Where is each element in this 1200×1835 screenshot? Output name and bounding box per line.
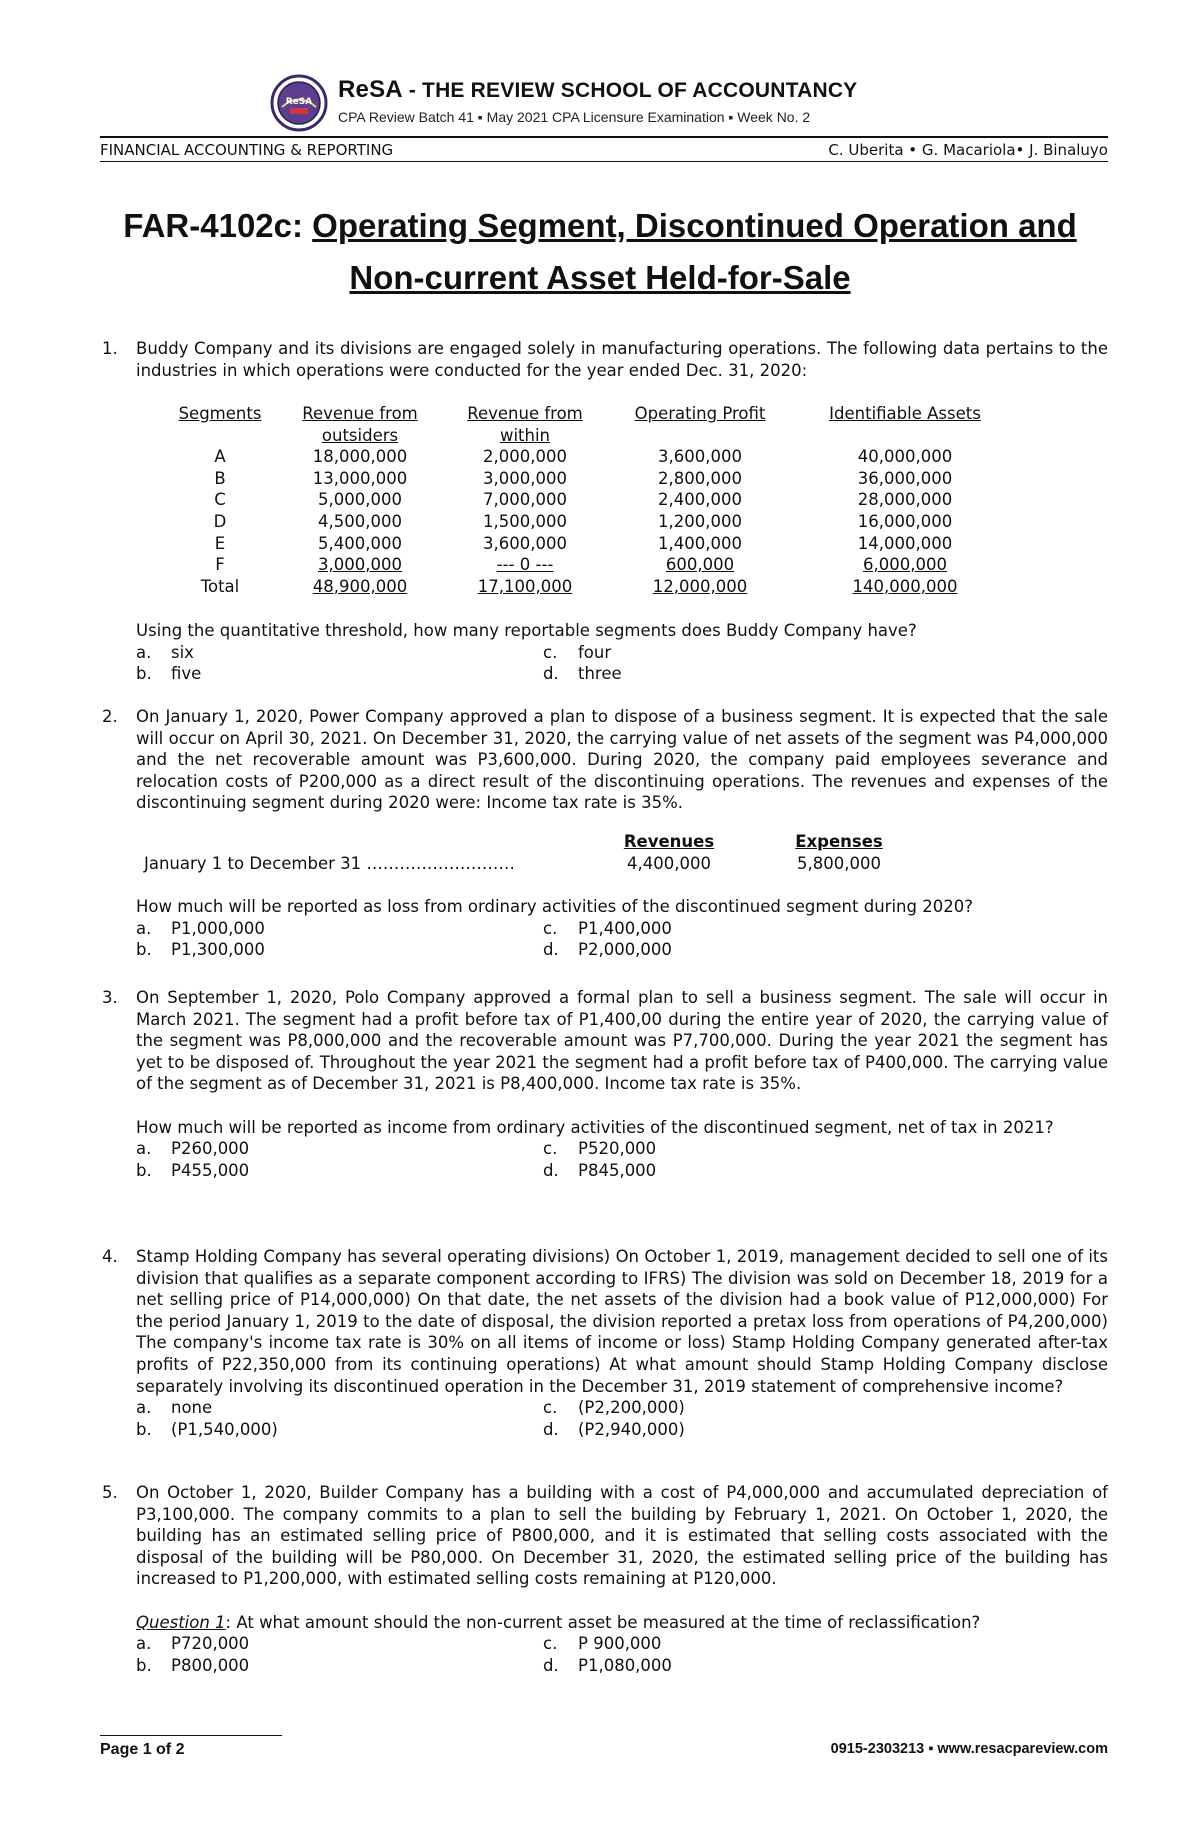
choice-letter: b. xyxy=(136,664,152,684)
table-row xyxy=(160,554,1020,576)
column-header: Revenue from xyxy=(302,404,418,423)
choice-letter: a. xyxy=(136,1398,152,1418)
choice-text: P1,000,000 xyxy=(171,918,265,938)
table-row xyxy=(144,853,944,875)
column-header: Segments xyxy=(178,404,262,423)
row-label: January 1 to December 31 ……………………… xyxy=(144,853,515,873)
answer-choices xyxy=(136,1397,1108,1440)
table-cell: 40,000,000 xyxy=(857,447,953,467)
choice-text: P 900,000 xyxy=(578,1634,662,1654)
question-number: 1. xyxy=(102,339,118,358)
question-text: On September 1, 2020, Polo Company approved a formal plan to sell a business segment. The sale will occur in March 2021. The segment had a profit before tax of P1,400,00 during the entire year of 2020, the carrying value of the segment was P8,000,000 and the recoverable amount was P7,700,000. During the year 2021 the segment has yet to be disposed of. Throughout the year 2021 the segment had a profit before tax of P400,000. The carrying value of the segment as of December 31, 2021 is P8,400,000. Income tax rate is 35%. xyxy=(136,988,1108,1094)
choice-text: P1,300,000 xyxy=(171,940,265,960)
table-row xyxy=(160,533,1020,555)
question-1 xyxy=(102,338,1108,381)
table-cell: 6,000,000 xyxy=(863,555,947,575)
table-cell: 7,000,000 xyxy=(483,490,567,510)
choice-text: P1,080,000 xyxy=(578,1655,672,1675)
table-header-row xyxy=(144,831,944,853)
title-code: FAR-4102c: xyxy=(123,207,303,244)
column-header: Revenue from xyxy=(467,404,583,423)
footer-rule xyxy=(100,1735,282,1736)
table-cell: 140,000,000 xyxy=(852,576,958,596)
table-cell: F xyxy=(215,555,225,575)
choice-letter: d. xyxy=(543,664,559,684)
choice-text: none xyxy=(171,1398,213,1418)
choice-letter: c. xyxy=(543,918,558,938)
table-cell: 4,400,000 xyxy=(627,853,711,873)
header-rule-top xyxy=(100,136,1108,138)
column-header: outsiders xyxy=(321,425,399,445)
title-line-2: Non-current Asset Held-for-Sale xyxy=(349,259,851,296)
question-text: Buddy Company and its divisions are engaged solely in manufacturing operations. The following data pertains to the industries in which operations were conducted for the year ended Dec. 31, 2020: xyxy=(136,339,1108,380)
answer-choices xyxy=(136,1633,1108,1676)
table-cell: 1,200,000 xyxy=(658,511,742,531)
choice-text: three xyxy=(578,664,622,684)
question-number: 4. xyxy=(102,1247,118,1266)
question-number: 5. xyxy=(102,1483,118,1502)
question-prompt: Using the quantitative threshold, how many reportable segments does Buddy Company have? xyxy=(136,621,917,640)
question-text: On October 1, 2020, Builder Company has a building with a cost of P4,000,000 and accumulated depreciation of P3,100,000. The company commits to a plan to sell the building by February 1, 2021. On October 1, 2020, the building has an estimated selling price of P800,000, and it is estimated that selling costs associated with the disposal of the building will be P80,000. On December 31, 2020, the estimated selling price of the building has increased to P1,200,000, with estimated selling costs remaining at P120,000. xyxy=(136,1483,1108,1589)
choice-letter: b. xyxy=(136,1160,152,1180)
table-cell: 5,400,000 xyxy=(318,533,402,553)
table-cell: 3,000,000 xyxy=(318,555,402,575)
column-header: Expenses xyxy=(795,832,883,851)
choice-text: (P2,200,000) xyxy=(578,1398,685,1418)
author-names: C. Uberita • G. Macariola• J. Binaluyo xyxy=(828,141,1108,159)
choice-letter: a. xyxy=(136,642,152,662)
title-line-1: Operating Segment, Discontinued Operation and xyxy=(312,207,1077,244)
choice-text: P845,000 xyxy=(578,1160,657,1180)
question-2-prompt xyxy=(102,896,1108,961)
answer-choices xyxy=(136,1138,1108,1181)
table-header-row xyxy=(160,425,1020,447)
choice-letter: b. xyxy=(136,940,152,960)
table-cell: 4,500,000 xyxy=(318,511,402,531)
question-3 xyxy=(102,987,1108,1181)
table-cell: 2,800,000 xyxy=(658,468,742,488)
sub-question-label: Question 1 xyxy=(136,1612,226,1632)
question-number: 3. xyxy=(102,988,118,1007)
question-number: 2. xyxy=(102,707,118,726)
brand-main: ReSA xyxy=(338,76,402,103)
choice-letter: d. xyxy=(543,1419,559,1439)
school-logo xyxy=(270,74,328,132)
table-cell: 12,000,000 xyxy=(652,576,748,596)
table-cell: 2,400,000 xyxy=(658,490,742,510)
choice-letter: d. xyxy=(543,1655,559,1675)
segment-table xyxy=(160,403,1020,597)
choice-letter: b. xyxy=(136,1419,152,1439)
choice-text: P800,000 xyxy=(171,1655,250,1675)
choice-text: four xyxy=(578,642,612,662)
column-header: Revenues xyxy=(623,832,715,851)
question-prompt: How much will be reported as loss from ordinary activities of the discontinued segment during 2020? xyxy=(136,897,973,916)
subject-name: FINANCIAL ACCOUNTING & REPORTING xyxy=(100,141,394,159)
table-cell: 48,900,000 xyxy=(312,576,408,596)
choice-letter: c. xyxy=(543,642,558,662)
sub-question-text: : At what amount should the non-current asset be measured at the time of reclassification? xyxy=(225,1612,981,1632)
table-cell: 18,000,000 xyxy=(312,447,408,467)
choice-text: P2,000,000 xyxy=(578,940,672,960)
table-cell: 2,000,000 xyxy=(483,447,567,467)
table-cell: 16,000,000 xyxy=(857,511,953,531)
table-cell: Total xyxy=(200,576,240,596)
table-cell: 5,000,000 xyxy=(318,490,402,510)
question-2 xyxy=(102,706,1108,814)
review-tagline: CPA Review Batch 41 ▪ May 2021 CPA Licensure Examination ▪ Week No. 2 xyxy=(338,109,811,125)
answer-choices xyxy=(136,918,1108,961)
table-cell: --- 0 --- xyxy=(496,555,554,575)
page-number: Page 1 of 2 xyxy=(100,1741,185,1758)
choice-text: P455,000 xyxy=(171,1160,250,1180)
answer-choices xyxy=(136,642,1108,685)
table-cell: 36,000,000 xyxy=(857,468,953,488)
table-cell: 17,100,000 xyxy=(477,576,573,596)
choice-text: P1,400,000 xyxy=(578,918,672,938)
choice-letter: c. xyxy=(543,1634,558,1654)
table-row xyxy=(160,511,1020,533)
choice-letter: a. xyxy=(136,918,152,938)
header-rule-bottom xyxy=(100,161,1108,162)
table-cell: D xyxy=(213,511,227,531)
revenue-expense-table xyxy=(144,831,944,874)
choice-letter: d. xyxy=(543,1160,559,1180)
choice-letter: b. xyxy=(136,1655,152,1675)
table-cell: 1,400,000 xyxy=(658,533,742,553)
school-name xyxy=(338,76,857,104)
table-cell: 3,600,000 xyxy=(658,447,742,467)
table-cell: 28,000,000 xyxy=(857,490,953,510)
choice-letter: d. xyxy=(543,940,559,960)
table-cell: 3,000,000 xyxy=(483,468,567,488)
choice-letter: c. xyxy=(543,1139,558,1159)
question-5 xyxy=(102,1482,1108,1676)
column-header: within xyxy=(499,425,551,445)
table-row xyxy=(160,446,1020,468)
document-title xyxy=(60,200,1140,304)
choice-text: P720,000 xyxy=(171,1634,250,1654)
choice-text: (P1,540,000) xyxy=(171,1419,278,1439)
table-row xyxy=(160,468,1020,490)
choice-text: (P2,940,000) xyxy=(578,1419,685,1439)
table-cell: C xyxy=(214,490,226,510)
table-cell: A xyxy=(214,447,226,467)
choice-text: five xyxy=(171,664,202,684)
table-cell: 14,000,000 xyxy=(857,533,953,553)
choice-text: P520,000 xyxy=(578,1139,657,1159)
table-cell: B xyxy=(214,468,226,488)
column-header: Operating Profit xyxy=(634,404,766,423)
table-cell: 5,800,000 xyxy=(797,853,881,873)
question-1-prompt xyxy=(102,620,1108,685)
logo-text: ReSA xyxy=(285,97,313,107)
footer-contact: 0915-2303213 ▪ www.resacpareview.com xyxy=(830,1741,1108,1757)
choice-letter: c. xyxy=(543,1398,558,1418)
question-prompt: How much will be reported as income from ordinary activities of the discontinued segment, net of tax in 2021? xyxy=(136,1117,1054,1137)
question-text: Stamp Holding Company has several operating divisions) On October 1, 2019, management decided to sell one of its division that qualifies as a separate component according to IFRS) The division was sold on December 18, 2019 for a net selling price of P14,000,000) On that date, the net assets of the division had a book value of P12,000,000) For the period January 1, 2019 to the date of disposal, the division reported a pretax loss from operations of P4,200,000) The company's income tax rate is 30% on all items of income or loss) Stamp Holding Company generated after-tax profits of P22,350,000 from its continuing operations) At what amount should Stamp Holding Company disclose separately involving its discontinued operation in the December 31, 2019 statement of comprehensive income? xyxy=(136,1247,1108,1396)
question-text: On January 1, 2020, Power Company approved a plan to dispose of a business segment. It is expected that the sale will occur on April 30, 2021. On December 31, 2020, the carrying value of net assets of the segment was P4,000,000 and the net recoverable amount was P3,600,000. During 2020, the company paid employees severance and relocation costs of P200,000 as a direct result of the discontinuing operations. The revenues and expenses of the discontinuing segment during 2020 were: Income tax rate is 35%. xyxy=(136,707,1108,813)
table-cell: 3,600,000 xyxy=(483,533,567,553)
column-header: Identifiable Assets xyxy=(829,404,981,423)
table-row xyxy=(160,489,1020,511)
school-header xyxy=(270,72,1130,134)
table-cell: 13,000,000 xyxy=(312,468,408,488)
question-4 xyxy=(102,1246,1108,1440)
table-total-row xyxy=(160,576,1020,598)
choice-text: six xyxy=(171,642,194,662)
choice-text: P260,000 xyxy=(171,1139,250,1159)
brand-rest: - THE REVIEW SCHOOL OF ACCOUNTANCY xyxy=(408,79,858,102)
table-cell: E xyxy=(214,533,226,553)
sub-question xyxy=(136,1612,1108,1634)
table-cell: 1,500,000 xyxy=(483,511,567,531)
table-cell: 600,000 xyxy=(665,555,735,575)
choice-letter: a. xyxy=(136,1634,152,1654)
table-header-row xyxy=(160,403,1020,425)
choice-letter: a. xyxy=(136,1139,152,1159)
